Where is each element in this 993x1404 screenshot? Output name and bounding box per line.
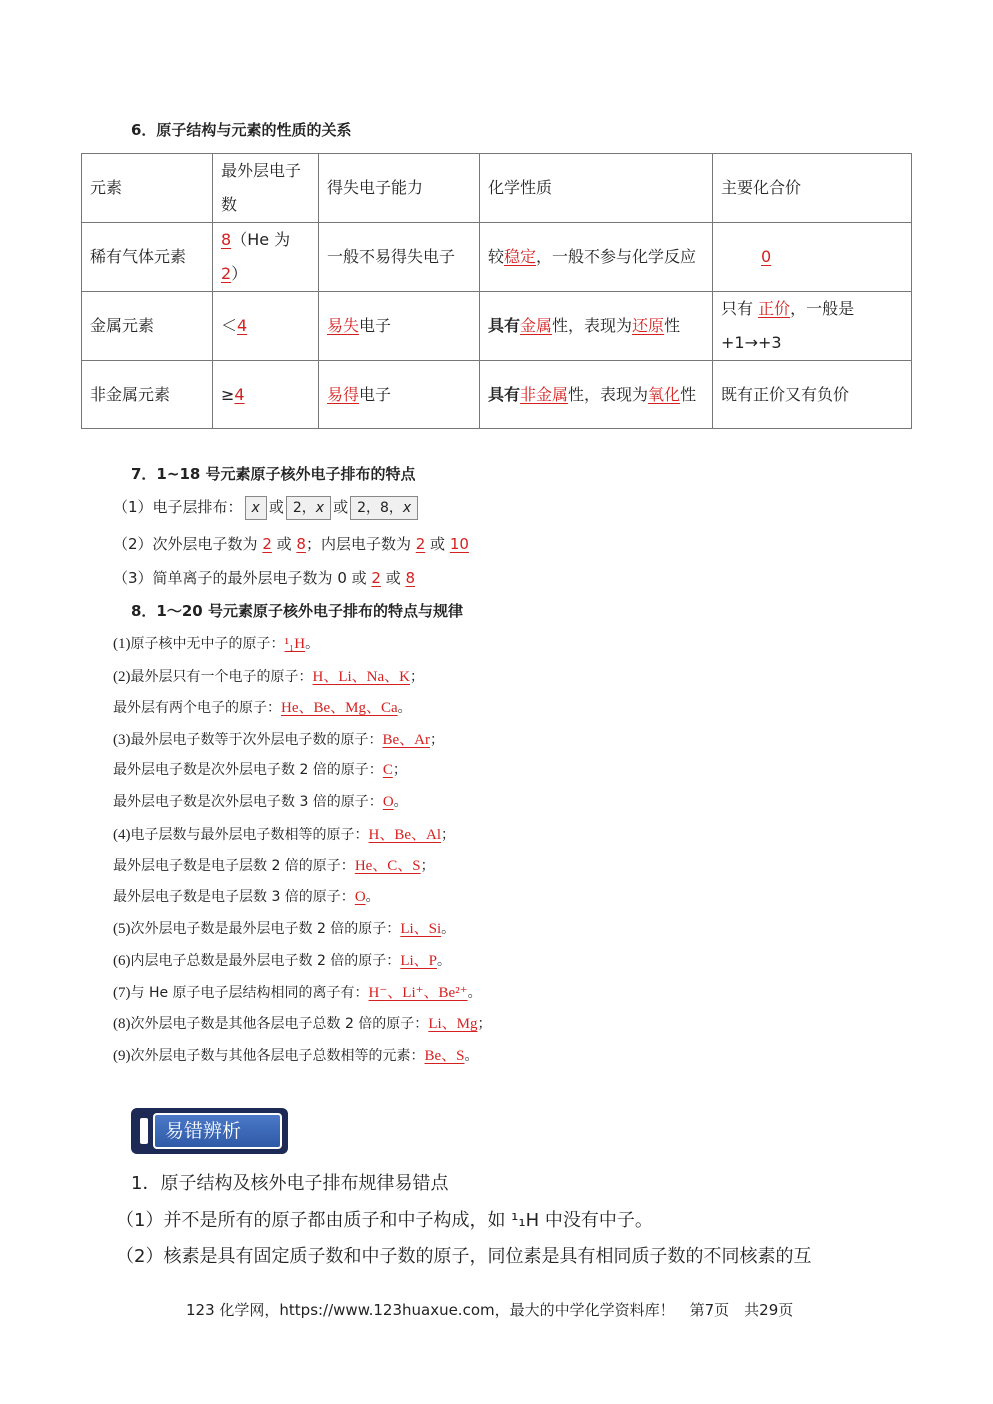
section7-item3 xyxy=(113,567,415,588)
section7-item2 xyxy=(113,533,469,554)
answer: 2 xyxy=(415,535,426,553)
outer-cell xyxy=(213,361,319,429)
chem-mid: 性，表现为 xyxy=(568,384,649,404)
line-end: 。 xyxy=(467,985,482,1001)
valence-pre: 只有 xyxy=(721,299,754,318)
or-text: 或 xyxy=(271,535,297,553)
answer: Li、Mg xyxy=(428,1016,478,1032)
he-open: （He 为 xyxy=(231,230,291,249)
line-label: (3) xyxy=(113,732,131,748)
chem-post: 性 xyxy=(664,316,681,335)
section8-line xyxy=(113,1012,491,1033)
answer: H、Be、Al xyxy=(368,827,441,843)
compare-symbol: ＜ xyxy=(221,316,238,335)
element-cell: 稀有气体元素 xyxy=(82,223,213,292)
point-text: 并不是所有的原子都由质子和中子构成，如 ¹₁H 中没有中子。 xyxy=(163,1210,653,1231)
arrangement-box xyxy=(245,496,267,520)
line-text: 最外层只有一个电子的原子： xyxy=(130,669,313,685)
header-cell: 主要化合价 xyxy=(713,154,912,223)
answer: 8 xyxy=(405,569,416,587)
answer: 2 xyxy=(262,535,272,553)
answer: 金属 xyxy=(520,316,553,335)
var-x: x xyxy=(402,500,412,516)
errors-point1 xyxy=(116,1206,653,1232)
answer: 10 xyxy=(449,535,469,553)
item1-label: （1）电子层排布： xyxy=(113,498,243,516)
chem-post: ，一般不参与化学反应 xyxy=(536,247,697,266)
chem-cell xyxy=(480,361,713,429)
box-prefix: 2， xyxy=(292,500,316,516)
line-text: 与 He 原子电子层结构相同的离子有： xyxy=(130,985,369,1001)
element-cell: 金属元素 xyxy=(82,292,213,361)
line-text: 电子层数与最外层电子数相等的原子： xyxy=(130,827,369,843)
section8-title: 8．1～20 号元素原子核外电子排布的特点与规律 xyxy=(131,602,463,620)
answer: 4 xyxy=(237,316,248,335)
line-end: 。 xyxy=(464,1048,479,1064)
line-label: (5) xyxy=(113,921,131,937)
var-x: x xyxy=(315,500,325,516)
answer: 8 xyxy=(296,535,306,553)
item2-mid: ；内层电子数为 xyxy=(305,535,416,553)
outer-cell xyxy=(213,292,319,361)
line-label: (1) xyxy=(113,636,131,652)
table-row xyxy=(82,223,912,292)
answer: ¹₁H xyxy=(284,636,306,652)
section8-line xyxy=(113,759,407,779)
arrangement-box xyxy=(350,496,418,520)
point-label: （1） xyxy=(116,1210,164,1231)
ability-cell: 一般不易得失电子 xyxy=(319,223,480,292)
line-text: 最外层有两个电子的原子： xyxy=(113,700,281,716)
section8-line xyxy=(113,696,412,717)
line-end: 。 xyxy=(441,921,456,937)
line-end: ； xyxy=(441,827,455,843)
error-analysis-badge xyxy=(131,1108,288,1154)
section8-line xyxy=(113,917,455,938)
line-text: 次外层电子数是最外层电子数 2 倍的原子： xyxy=(130,921,401,937)
line-text: 最外层电子数是电子层数 2 倍的原子： xyxy=(113,858,355,874)
page-footer: 123 化学网，https://www.123huaxue.com，最大的中学化学资料库！ 第7页 共29页 xyxy=(186,1301,794,1319)
or-text: 或 xyxy=(425,535,450,553)
chem-pre: 具有 xyxy=(488,316,521,335)
item3-text: （3）简单离子的最外层电子数为 0 或 xyxy=(113,569,372,587)
answer: 氧化 xyxy=(648,384,681,404)
line-end: 。 xyxy=(393,794,408,810)
answer: H⁻、Li⁺、Be²⁺ xyxy=(368,985,468,1001)
line-label: (7) xyxy=(113,985,131,1001)
line-end: ； xyxy=(410,669,424,685)
answer: 还原 xyxy=(632,316,665,335)
section8-line xyxy=(113,949,451,970)
section8-line xyxy=(113,823,455,844)
line-label: (2) xyxy=(113,669,131,685)
header-cell: 化学性质 xyxy=(480,154,713,223)
properties-table xyxy=(81,153,912,429)
chem-post: 性 xyxy=(680,384,697,404)
answer: Li、P xyxy=(400,953,437,969)
section8-line xyxy=(113,665,424,686)
line-end: 。 xyxy=(437,953,451,969)
section8-line xyxy=(113,981,482,1002)
section8-line xyxy=(113,1044,479,1065)
line-end: 。 xyxy=(305,636,320,652)
valence-cell xyxy=(713,292,912,361)
ability-cell xyxy=(319,361,480,429)
line-text: 最外层电子数等于次外层电子数的原子： xyxy=(130,732,383,748)
badge-notch xyxy=(140,1118,148,1144)
section6-title: 6．原子结构与元素的性质的关系 xyxy=(131,121,352,139)
answer: 2 xyxy=(221,264,232,283)
answer: O xyxy=(382,794,394,810)
chem-cell xyxy=(480,292,713,361)
answer: O xyxy=(354,889,366,905)
chem-cell xyxy=(480,223,713,292)
point-text: 核素是具有固定质子数和中子数的原子，同位素是具有相同质子数的不同核素的互 xyxy=(163,1246,812,1267)
chem-mid: 性，表现为 xyxy=(552,316,633,335)
answer: He、C、S xyxy=(354,858,421,874)
line-label: (4) xyxy=(113,827,131,843)
line-label: (6) xyxy=(113,953,131,969)
table-row xyxy=(82,361,912,429)
answer: 非金属 xyxy=(520,384,569,404)
box-prefix: 2，8， xyxy=(357,500,403,516)
ability-post: 电子 xyxy=(359,384,392,404)
section7-item1 xyxy=(113,496,420,520)
section8-line xyxy=(113,633,319,653)
table-header-row xyxy=(82,154,912,223)
line-end: ； xyxy=(477,1016,492,1032)
answer: He、Be、Mg、Ca xyxy=(281,700,398,716)
element-cell: 非金属元素 xyxy=(82,361,213,429)
line-text: 最外层电子数是次外层电子数 2 倍的原子： xyxy=(113,762,383,778)
answer: 8 xyxy=(221,230,232,249)
he-close: ） xyxy=(231,264,248,283)
section8-line xyxy=(113,728,444,749)
or-text: 或 xyxy=(268,498,284,516)
section8-line xyxy=(113,791,408,811)
answer: 稳定 xyxy=(504,247,537,266)
line-end: 。 xyxy=(397,700,412,716)
compare-symbol: ≥ xyxy=(221,384,235,404)
answer: 易得 xyxy=(327,384,360,404)
answer: 0 xyxy=(761,247,772,266)
errors-point2 xyxy=(116,1242,811,1268)
badge-label: 易错辨析 xyxy=(153,1113,282,1149)
line-text: 最外层电子数是电子层数 3 倍的原子： xyxy=(113,889,355,905)
chem-pre: 较 xyxy=(488,247,505,266)
answer: 4 xyxy=(234,384,245,404)
table-row xyxy=(82,292,912,361)
line-text: 次外层电子数是其他各层电子总数 2 倍的原子： xyxy=(130,1016,429,1032)
line-end: 。 xyxy=(365,889,380,905)
section8-line xyxy=(113,886,380,906)
var-x: x xyxy=(251,500,260,516)
section7-title: 7．1~18 号元素原子核外电子排布的特点 xyxy=(131,465,416,483)
item2-text: （2）次外层电子数为 xyxy=(113,535,263,553)
line-text: 最外层电子数是次外层电子数 3 倍的原子： xyxy=(113,794,383,810)
answer: 易失 xyxy=(327,316,360,335)
line-end: ； xyxy=(430,732,444,748)
valence-post: ，一般是+1→+3 xyxy=(721,299,855,352)
answer: Li、Si xyxy=(400,921,442,937)
valence-cell: 既有正价又有负价 xyxy=(713,361,912,429)
or-text: 或 xyxy=(333,498,349,516)
line-label: (9) xyxy=(113,1048,131,1064)
header-cell: 得失电子能力 xyxy=(319,154,480,223)
answer: 2 xyxy=(371,569,381,587)
or-text: 或 xyxy=(380,569,406,587)
point-label: （2） xyxy=(116,1246,164,1267)
line-text: 次外层电子数与其他各层电子总数相等的元素： xyxy=(130,1048,425,1064)
ability-post: 电子 xyxy=(359,316,392,335)
line-end: ； xyxy=(420,858,435,874)
arrangement-box xyxy=(286,496,331,520)
chem-pre: 具有 xyxy=(488,384,521,404)
section8-line xyxy=(113,854,435,875)
answer: Be、S xyxy=(424,1048,465,1064)
ability-cell xyxy=(319,292,480,361)
answer: 正价 xyxy=(758,299,791,318)
answer: C xyxy=(382,762,393,778)
answer: H、Li、Na、K xyxy=(312,669,410,685)
header-cell: 元素 xyxy=(82,154,213,223)
header-cell: 最外层电子数 xyxy=(213,154,319,223)
line-text: 内层电子总数是最外层电子数 2 倍的原子： xyxy=(130,953,401,969)
line-end: ； xyxy=(392,762,407,778)
valence-cell xyxy=(713,223,912,292)
line-text: 原子核中无中子的原子： xyxy=(130,636,285,652)
line-label: (8) xyxy=(113,1016,131,1032)
answer: Be、Ar xyxy=(382,732,430,748)
errors-title: 1．原子结构及核外电子排布规律易错点 xyxy=(131,1173,449,1194)
outer-cell xyxy=(213,223,319,292)
